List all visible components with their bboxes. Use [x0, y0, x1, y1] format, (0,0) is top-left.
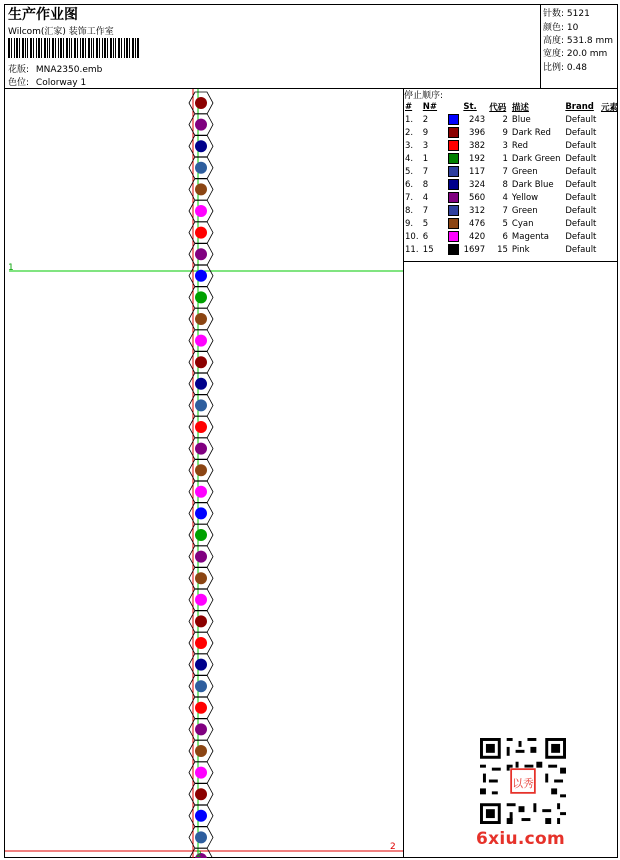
table-row [403, 230, 620, 243]
motif-dot [195, 356, 207, 368]
row-stitches: 560 [468, 192, 486, 203]
table-row [403, 139, 620, 152]
qr-code-image [480, 738, 566, 824]
row-brand: Default [565, 218, 597, 229]
colorway-value: Colorway 1 [35, 78, 87, 88]
stamp-text: 以秀 [512, 776, 534, 790]
row-stitches: 324 [468, 179, 486, 190]
color-swatch [448, 218, 459, 229]
row-swatch [446, 204, 462, 217]
table-row [403, 178, 620, 191]
row-needle: 4 [422, 192, 429, 203]
row-brand: Default [565, 166, 597, 177]
table-row [403, 204, 620, 217]
row-needle: 5 [422, 218, 429, 229]
row-brand: Default [565, 140, 597, 151]
color-swatch [448, 244, 459, 255]
colorway-row [8, 75, 86, 88]
row-stitches: 117 [468, 166, 486, 177]
color-swatch [448, 205, 459, 216]
row-brand: Default [565, 231, 597, 242]
motif-dot [195, 507, 207, 519]
table-row [403, 243, 620, 256]
motif-dot [195, 205, 207, 217]
row-brand: Default [565, 153, 597, 164]
color-sequence-table [403, 101, 620, 256]
row-brand: Default [565, 244, 597, 255]
row-needle: 3 [422, 140, 429, 151]
motif-dot [195, 810, 207, 822]
row-stitches: 312 [468, 205, 486, 216]
design-height: 高度: 531.8 mm [543, 36, 614, 46]
row-swatch [446, 113, 462, 126]
design-canvas [5, 89, 403, 858]
design-file-value: MNA2350.emb [35, 65, 103, 75]
row-code: 8 [502, 179, 508, 190]
row-code: 5 [502, 218, 508, 229]
table-row [403, 165, 620, 178]
motif-dot [195, 680, 207, 692]
row-description: Pink [511, 244, 530, 255]
company-name: Wilcom(汇家) 装饰工作室 [8, 27, 114, 37]
row-description: Dark Blue [511, 179, 554, 190]
color-count: 颜色: 10 [543, 23, 579, 33]
table-row [403, 191, 620, 204]
site-watermark: 6xiu.com [476, 829, 566, 849]
row-needle: 7 [422, 166, 429, 177]
motif-dot [195, 723, 207, 735]
motif-dot [195, 594, 207, 606]
row-description: Red [511, 140, 529, 151]
row-element [599, 217, 620, 230]
row-brand: Default [565, 114, 597, 125]
row-swatch [446, 139, 462, 152]
row-code: 7 [502, 205, 508, 216]
motif-dot [195, 227, 207, 239]
motif-dot [195, 529, 207, 541]
row-description: Green [511, 166, 538, 177]
color-swatch [448, 140, 459, 151]
motif-dot [195, 119, 207, 131]
row-element [599, 230, 620, 243]
row-needle: 6 [422, 231, 429, 242]
color-swatch [448, 127, 459, 138]
motif-dot [195, 659, 207, 671]
motif-dot [195, 615, 207, 627]
design-width: 宽度: 20.0 mm [543, 49, 608, 59]
motif-dot [195, 421, 207, 433]
row-element [599, 178, 620, 191]
row-brand: Default [565, 192, 597, 203]
color-swatch [448, 114, 459, 125]
row-index: 3. [405, 140, 414, 151]
row-description: Blue [511, 114, 531, 125]
col-swatch [446, 101, 462, 113]
motif-dot [195, 572, 207, 584]
col-stitches: St. [463, 102, 477, 112]
row-needle: 2 [422, 114, 429, 125]
row-index: 2. [405, 127, 414, 138]
stop-sequence-title: 停止顺序: [404, 91, 444, 101]
color-swatch [448, 153, 459, 164]
row-swatch [446, 165, 462, 178]
row-index: 6. [405, 179, 414, 190]
row-description: Yellow [511, 192, 539, 203]
motif-dot [195, 335, 207, 347]
row-element [599, 152, 620, 165]
motif-dot [195, 745, 207, 757]
row-description: Dark Green [511, 153, 561, 164]
motif-dot [195, 313, 207, 325]
row-code: 4 [502, 192, 508, 203]
barcode-image [8, 38, 140, 58]
color-swatch [448, 231, 459, 242]
motif-dot [195, 443, 207, 455]
row-swatch [446, 230, 462, 243]
table-row [403, 126, 620, 139]
motif-dot [195, 248, 207, 260]
colorway-label: 色位: [8, 78, 30, 88]
row-index: 4. [405, 153, 414, 164]
row-index: 10. [405, 231, 419, 242]
row-stitches: 243 [468, 114, 486, 125]
row-needle: 1 [422, 153, 429, 164]
row-index: 8. [405, 205, 414, 216]
row-swatch [446, 191, 462, 204]
row-needle: 8 [422, 179, 429, 190]
motif-dot [195, 486, 207, 498]
meta-divider [540, 4, 541, 88]
row-stitches: 396 [468, 127, 486, 138]
col-description: 描述 [511, 103, 529, 113]
row-code: 15 [497, 244, 508, 255]
row-stitches: 420 [468, 231, 486, 242]
row-brand: Default [565, 179, 597, 190]
table-header-row [403, 101, 620, 113]
row-needle: 7 [422, 205, 429, 216]
row-description: Magenta [511, 231, 550, 242]
row-code: 3 [502, 140, 508, 151]
motif-dot [195, 788, 207, 800]
motif-dot [195, 162, 207, 174]
row-swatch [446, 217, 462, 230]
row-swatch [446, 243, 462, 256]
row-code: 6 [502, 231, 508, 242]
row-element [599, 126, 620, 139]
row-element [599, 243, 620, 256]
guide-label-1: 1 [8, 263, 14, 273]
row-code: 9 [502, 127, 508, 138]
col-index: # [405, 102, 413, 112]
row-description: Cyan [511, 218, 534, 229]
row-description: Green [511, 205, 538, 216]
motif-dot [195, 399, 207, 411]
row-needle: 15 [422, 244, 434, 255]
row-index: 1. [405, 114, 414, 125]
guide-label-2b: 2 [196, 850, 202, 858]
row-element [599, 165, 620, 178]
row-swatch [446, 126, 462, 139]
row-swatch [446, 152, 462, 165]
table-row [403, 152, 620, 165]
col-brand: Brand [565, 102, 594, 112]
row-code: 2 [502, 114, 508, 125]
motif-dot [195, 831, 207, 843]
row-index: 11. [405, 244, 419, 255]
motif-dot [195, 637, 207, 649]
row-code: 1 [502, 153, 508, 164]
col-element: 元素 [600, 103, 618, 113]
row-element [599, 204, 620, 217]
design-scale: 比例: 0.48 [543, 63, 587, 73]
table-row [403, 217, 620, 230]
col-needle: N# [422, 102, 438, 112]
color-swatch [448, 179, 459, 190]
motif-dot [195, 97, 207, 109]
stitch-count: 针数: 5121 [543, 9, 590, 19]
row-brand: Default [565, 205, 597, 216]
row-stitches: 476 [468, 218, 486, 229]
row-index: 7. [405, 192, 414, 203]
row-stitches: 1697 [463, 244, 486, 255]
row-element [599, 113, 620, 126]
motif-dot [195, 291, 207, 303]
motif-dot [195, 464, 207, 476]
row-code: 7 [502, 166, 508, 177]
page-title: 生产作业图 [8, 7, 78, 23]
motif-dot [195, 702, 207, 714]
row-swatch [446, 178, 462, 191]
row-description: Dark Red [511, 127, 551, 138]
color-table-divider [403, 261, 618, 262]
row-index: 5. [405, 166, 414, 177]
motif-dot [195, 140, 207, 152]
motif-dot [195, 767, 207, 779]
motif-dot [195, 270, 207, 282]
row-brand: Default [565, 127, 597, 138]
motif-dot [195, 551, 207, 563]
row-element [599, 139, 620, 152]
motif-dot [195, 378, 207, 390]
row-element [599, 191, 620, 204]
color-swatch [448, 192, 459, 203]
row-needle: 9 [422, 127, 429, 138]
guide-label-2: 2 [390, 842, 396, 852]
motif-dot [195, 183, 207, 195]
col-code: 代码 [489, 103, 507, 113]
row-index: 9. [405, 218, 414, 229]
design-file-label: 花版: [8, 65, 30, 75]
row-stitches: 382 [468, 140, 486, 151]
row-stitches: 192 [468, 153, 486, 164]
table-row [403, 113, 620, 126]
color-swatch [448, 166, 459, 177]
design-file-row [8, 62, 102, 75]
